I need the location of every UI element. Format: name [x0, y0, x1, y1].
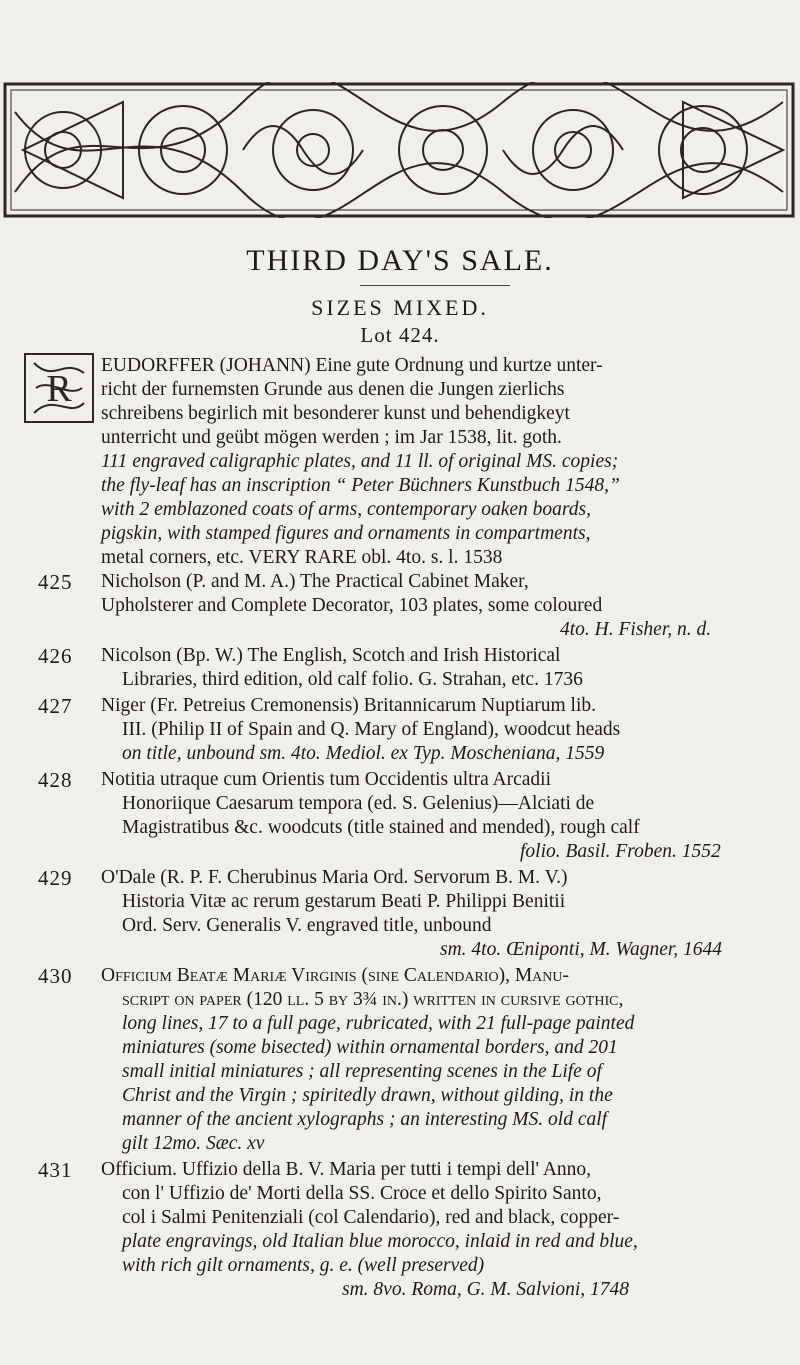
lot-number: 427	[38, 694, 73, 718]
entry-line: 4to. H. Fisher, n. d.	[560, 619, 712, 640]
entry-line: Nicholson (P. and M. A.) The Practical Cabinet Maker,	[101, 571, 529, 592]
page-title: THIRD DAY'S SALE.	[246, 244, 554, 277]
entry-line: con l' Uffizio de' Morti della SS. Croce et dello Spirito Santo,	[122, 1183, 602, 1204]
svg-text:R: R	[46, 368, 72, 410]
entry-line: richt der furnemsten Grunde aus denen die Jungen zierlichs	[101, 379, 565, 400]
entry-line: Nicolson (Bp. W.) The English, Scotch and Irish Historical	[101, 645, 561, 666]
lot-number: 429	[38, 866, 73, 890]
entry-line: plate engravings, old Italian blue morocco, inlaid in red and blue,	[122, 1231, 638, 1252]
entry-line: the fly-leaf has an inscription “ Peter Büchners Kunstbuch 1548,”	[101, 475, 620, 496]
entry-line: unterricht und geübt mögen werden ; im Jar 1538, lit. goth.	[101, 427, 562, 448]
entry-line: gilt 12mo. Sæc. xv	[122, 1133, 265, 1154]
lot-number: 431	[38, 1158, 73, 1182]
entry-line: manner of the ancient xylographs ; an interesting MS. old calf	[122, 1109, 608, 1130]
entry-line: folio. Basil. Froben. 1552	[520, 841, 721, 862]
entry-line: sm. 4to. Œniponti, M. Wagner, 1644	[440, 939, 723, 960]
decorative-banner	[3, 82, 795, 218]
lot-number: 428	[38, 768, 73, 792]
entry-line: Libraries, third edition, old calf folio. G. Strahan, etc. 1736	[122, 669, 583, 690]
entry-line: long lines, 17 to a full page, rubricated, with 21 full-page painted	[122, 1013, 635, 1034]
entry-line: on title, unbound sm. 4to. Mediol. ex Typ. Moscheniana, 1559	[122, 743, 605, 764]
lot-number: 426	[38, 644, 73, 668]
entry-line: small initial miniatures ; all representing scenes in the Life of	[122, 1061, 602, 1082]
entry-line: Officium Beatæ Mariæ Virginis (sine Calendario), Manu-	[101, 965, 569, 986]
entry-line: metal corners, etc. VERY RARE obl. 4to. s. l. 1538	[101, 547, 503, 568]
entry-line: sm. 8vo. Roma, G. M. Salvioni, 1748	[342, 1279, 630, 1300]
page-subtitle: SIZES MIXED.	[311, 295, 489, 320]
entry-line: III. (Philip II of Spain and Q. Mary of England), woodcut heads	[122, 719, 621, 740]
entry-line: EUDORFFER (JOHANN) Eine gute Ordnung und kurtze unter-	[101, 355, 603, 376]
entry-line: with rich gilt ornaments, g. e. (well preserved)	[122, 1255, 485, 1276]
entry-line: Honoriique Caesarum tempora (ed. S. Gelenius)—Alciati de	[122, 793, 595, 814]
entry-line: col i Salmi Penitenziali (col Calendario), red and black, copper-	[122, 1207, 620, 1228]
entry-line: 111 engraved caligraphic plates, and 11 ll. of original MS. copies;	[101, 451, 619, 472]
entry-line: Historia Vitæ ac rerum gestarum Beati P. Philippi Benitii	[122, 891, 566, 912]
entry-line: Christ and the Virgin ; spiritedly drawn, without gilding, in the	[122, 1085, 613, 1106]
lot-number: 425	[38, 570, 73, 594]
entry-line: script on paper (120 ll. 5 by 3¾ in.) written in cursive gothic,	[122, 989, 624, 1010]
lot-number: 430	[38, 964, 73, 988]
entry-line: Ord. Serv. Generalis V. engraved title, unbound	[122, 915, 492, 936]
decorative-initial-icon	[24, 353, 94, 423]
entry-line: Notitia utraque cum Orientis tum Occidentis ultra Arcadii	[101, 769, 552, 790]
lot-heading: Lot 424.	[360, 323, 440, 347]
entry-line: schreibens begirlich mit besonderer kunst und behendigkeyt	[101, 403, 570, 424]
entry-line: miniatures (some bisected) within ornamental borders, and 201	[122, 1037, 618, 1058]
entry-line: Magistratibus &c. woodcuts (title stained and mended), rough calf	[122, 817, 640, 838]
entry-line: O'Dale (R. P. F. Cherubinus Maria Ord. Servorum B. M. V.)	[101, 867, 568, 888]
entry-line: pigskin, with stamped figures and ornaments in compartments,	[101, 523, 591, 544]
entry-line: with 2 emblazoned coats of arms, contemporary oaken boards,	[101, 499, 591, 520]
entry-line: Upholsterer and Complete Decorator, 103 plates, some coloured	[101, 595, 603, 616]
entry-line: Niger (Fr. Petreius Cremonensis) Britannicarum Nuptiarum lib.	[101, 695, 596, 716]
title-rule	[360, 285, 510, 286]
entry-line: Officium. Uffizio della B. V. Maria per tutti i tempi dell' Anno,	[101, 1159, 592, 1180]
